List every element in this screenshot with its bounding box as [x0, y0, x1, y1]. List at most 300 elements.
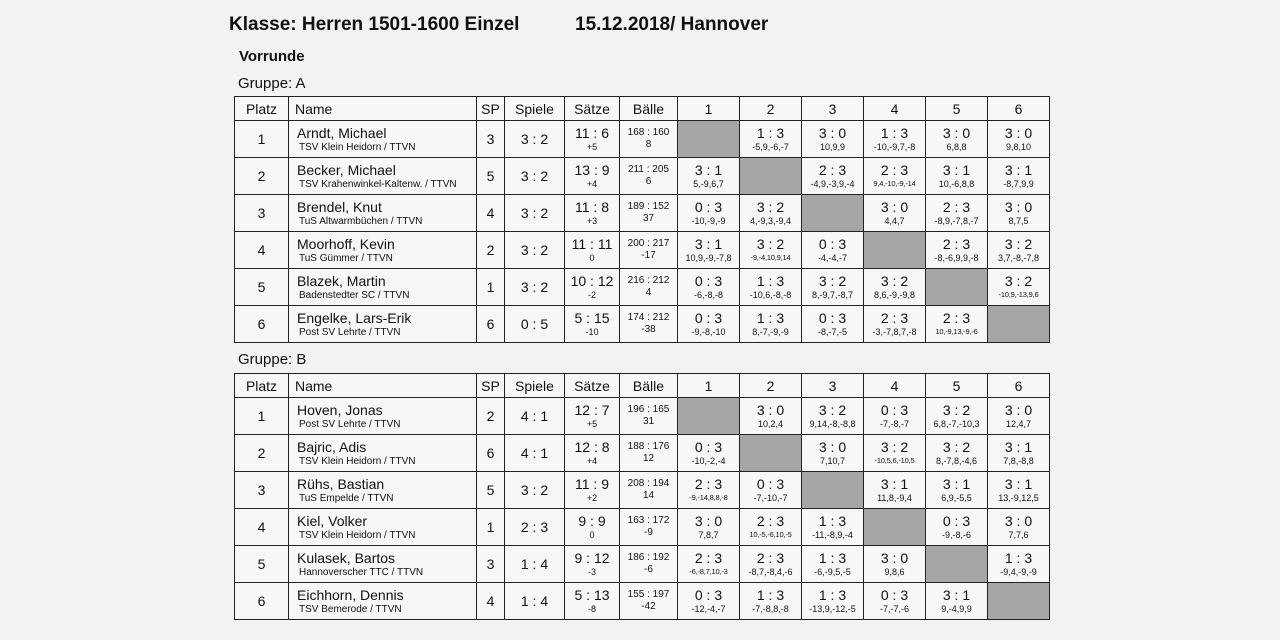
match-score: 3 : 1	[694, 162, 723, 178]
match-sets-detail: 5,-9,6,7	[693, 179, 724, 189]
match-score: 2 : 3	[880, 310, 909, 326]
balls-cell	[620, 583, 678, 620]
match-sets-detail: 9,8,6	[884, 567, 905, 577]
games-value: 3 : 2	[520, 279, 549, 295]
place: 4	[257, 242, 266, 258]
player-row	[235, 435, 1050, 472]
player-row	[235, 398, 1050, 435]
match-score: 3 : 2	[818, 402, 847, 418]
player-club: TuS Altwarmbüchen / TTVN	[299, 215, 423, 227]
games-cell	[505, 398, 565, 435]
games-cell	[505, 158, 565, 195]
match-sets-detail: 8,-7,-9,-9	[752, 327, 789, 337]
sets-cell	[565, 583, 620, 620]
player-club: Badenstedter SC / TTVN	[299, 289, 410, 301]
match-score: 1 : 3	[1004, 550, 1033, 566]
match-result-cell	[740, 398, 802, 435]
header-row	[235, 97, 1050, 121]
games-value: 1 : 4	[520, 593, 549, 609]
sets-cell	[565, 398, 620, 435]
balls-value: 155 : 197	[627, 589, 670, 600]
balls-cell	[620, 269, 678, 306]
balls-value: 211 : 205	[628, 164, 669, 175]
match-result-cell	[864, 158, 926, 195]
player-club: TuS Empelde / TTVN	[299, 492, 394, 504]
player-cell	[289, 509, 477, 546]
match-result-cell	[678, 269, 740, 306]
column-header: 3	[802, 97, 864, 121]
sets-value: 11 : 11	[571, 236, 613, 252]
match-sets-detail: -10,-9,-9	[691, 216, 726, 226]
match-score: 0 : 3	[694, 439, 723, 455]
sets-value: 9 : 9	[578, 513, 606, 529]
match-score: 3 : 0	[756, 402, 785, 418]
sets-value: 10 : 12	[570, 273, 614, 289]
match-sets-detail: -6,-9,5,-5	[814, 567, 851, 577]
self-match-cell	[740, 158, 802, 195]
match-result-cell	[678, 306, 740, 343]
match-result-cell	[988, 398, 1050, 435]
date-place: 15.12.2018/ Hannover	[575, 14, 769, 35]
sp-value: 6	[486, 316, 495, 332]
column-header: SP	[477, 97, 505, 121]
sets-diff: +2	[586, 493, 598, 503]
match-sets-detail: -8,9,-7,8,-7	[934, 216, 979, 226]
sets-value: 12 : 7	[574, 402, 610, 418]
games-value: 3 : 2	[520, 168, 549, 184]
sp-cell	[477, 269, 505, 306]
player-cell	[289, 269, 477, 306]
balls-value: 189 : 152	[627, 201, 670, 212]
place: 6	[257, 593, 266, 609]
games-cell	[505, 269, 565, 306]
match-result-cell	[678, 546, 740, 583]
balls-value: 174 : 212	[627, 312, 670, 323]
match-result-cell	[988, 435, 1050, 472]
balls-cell	[620, 472, 678, 509]
column-header: Name	[289, 97, 477, 121]
match-sets-detail: -6,-8,-8	[693, 290, 723, 300]
games-cell	[505, 435, 565, 472]
match-result-cell	[926, 195, 988, 232]
match-score: 0 : 3	[880, 587, 909, 603]
match-result-cell	[740, 195, 802, 232]
balls-diff: 4	[645, 287, 652, 298]
match-sets-detail: -9,4,-9,-9	[1000, 567, 1037, 577]
column-header: SP	[477, 374, 505, 398]
player-cell	[289, 472, 477, 509]
self-match-cell	[678, 398, 740, 435]
match-result-cell	[802, 435, 864, 472]
match-score: 3 : 1	[880, 476, 909, 492]
match-score: 0 : 3	[818, 236, 847, 252]
match-sets-detail: 6,9,-5,5	[941, 493, 972, 503]
match-result-cell	[740, 509, 802, 546]
column-header: 6	[988, 374, 1050, 398]
place-cell	[235, 306, 289, 343]
match-score: 3 : 0	[1004, 402, 1033, 418]
balls-cell	[620, 121, 678, 158]
player-club: TSV Klein Heidorn / TTVN	[299, 529, 416, 541]
match-score: 3 : 0	[818, 125, 847, 141]
match-result-cell	[678, 583, 740, 620]
sets-diff: +3	[586, 216, 598, 226]
self-match-cell	[802, 195, 864, 232]
match-sets-detail: -9,-8,-10	[691, 327, 726, 337]
match-sets-detail: 9,14,-8,-8,8	[809, 419, 856, 429]
match-result-cell	[864, 269, 926, 306]
sp-value: 3	[486, 131, 495, 147]
match-score: 0 : 3	[694, 310, 723, 326]
balls-cell	[620, 195, 678, 232]
sets-value: 5 : 13	[574, 587, 610, 603]
match-sets-detail: -3,-7,8,7,-8	[872, 327, 917, 337]
match-sets-detail: -4,-4,-7	[817, 253, 847, 263]
page-title	[229, 14, 769, 36]
sp-cell	[477, 398, 505, 435]
balls-value: 186 : 192	[627, 552, 670, 563]
games-value: 0 : 5	[520, 316, 549, 332]
match-result-cell	[678, 472, 740, 509]
balls-cell	[620, 306, 678, 343]
player-cell	[289, 306, 477, 343]
match-sets-detail: 7,7,6	[1008, 530, 1029, 540]
match-result-cell	[988, 158, 1050, 195]
match-sets-detail: -8,7,-8,4,-6	[748, 567, 793, 577]
match-result-cell	[864, 583, 926, 620]
match-score: 2 : 3	[756, 550, 785, 566]
match-result-cell	[802, 583, 864, 620]
match-score: 1 : 3	[756, 310, 785, 326]
sp-value: 4	[486, 593, 495, 609]
player-cell	[289, 583, 477, 620]
match-score: 0 : 3	[818, 310, 847, 326]
player-cell	[289, 121, 477, 158]
player-cell	[289, 195, 477, 232]
match-result-cell	[926, 121, 988, 158]
group-a-label: Gruppe: A	[238, 75, 306, 92]
match-result-cell	[740, 232, 802, 269]
sets-diff: +4	[586, 456, 598, 466]
match-sets-detail: 12,4,7	[1005, 419, 1032, 429]
player-name: Moorhoff, Kevin	[297, 235, 395, 252]
sets-value: 9 : 12	[574, 550, 610, 566]
player-club: TSV Krahenwinkel-Kaltenw. / TTVN	[299, 178, 457, 190]
match-score: 1 : 3	[880, 125, 909, 141]
balls-value: 216 : 212	[627, 275, 670, 286]
column-header: 1	[678, 97, 740, 121]
place: 5	[257, 279, 266, 295]
balls-diff: 12	[642, 453, 655, 464]
match-score: 3 : 2	[756, 236, 785, 252]
match-result-cell	[740, 121, 802, 158]
match-result-cell	[988, 121, 1050, 158]
games-cell	[505, 583, 565, 620]
match-sets-detail: -12,-4,-7	[691, 604, 726, 614]
match-score: 1 : 3	[818, 513, 847, 529]
place-cell	[235, 509, 289, 546]
match-result-cell	[802, 121, 864, 158]
player-name: Blazek, Martin	[297, 272, 386, 289]
match-result-cell	[678, 195, 740, 232]
games-cell	[505, 546, 565, 583]
player-row	[235, 509, 1050, 546]
match-result-cell	[988, 509, 1050, 546]
sp-value: 2	[486, 242, 495, 258]
group-b-table	[234, 373, 1050, 620]
match-score: 3 : 0	[1004, 513, 1033, 529]
place-cell	[235, 583, 289, 620]
column-header: 5	[926, 97, 988, 121]
match-sets-detail: 6,8,8	[946, 142, 967, 152]
player-cell	[289, 546, 477, 583]
match-score: 2 : 3	[880, 162, 909, 178]
match-score: 0 : 3	[756, 476, 785, 492]
column-header: 2	[740, 374, 802, 398]
match-sets-detail: -8,-7,-5	[817, 327, 847, 337]
match-sets-detail: -5,9,-6,-7	[752, 142, 789, 152]
match-sets-detail: -10,6,-8,-8	[749, 290, 792, 300]
match-sets-detail: 10,2,4	[757, 419, 784, 429]
games-cell	[505, 232, 565, 269]
match-score: 3 : 2	[942, 402, 971, 418]
match-sets-detail: 10,-6,8,8	[938, 179, 975, 189]
sets-cell	[565, 158, 620, 195]
match-result-cell	[926, 232, 988, 269]
match-sets-detail: 7,8,-8,8	[1003, 456, 1034, 466]
place: 5	[257, 556, 266, 572]
match-score: 0 : 3	[880, 402, 909, 418]
player-row	[235, 546, 1050, 583]
column-header: 1	[678, 374, 740, 398]
sp-cell	[477, 435, 505, 472]
match-score: 0 : 3	[942, 513, 971, 529]
match-score: 3 : 0	[694, 513, 723, 529]
sp-value: 1	[486, 519, 495, 535]
match-result-cell	[740, 546, 802, 583]
sp-cell	[477, 509, 505, 546]
sp-cell	[477, 232, 505, 269]
sets-value: 11 : 9	[575, 476, 609, 492]
balls-cell	[620, 398, 678, 435]
match-result-cell	[926, 398, 988, 435]
match-sets-detail: 3,7,-8,-7,8	[997, 253, 1040, 263]
match-sets-detail: -11,-8,9,-4	[812, 530, 853, 540]
match-score: 3 : 1	[942, 587, 971, 603]
sp-cell	[477, 546, 505, 583]
self-match-cell	[988, 306, 1050, 343]
match-result-cell	[864, 195, 926, 232]
match-sets-detail: 4,-9,3,-9,4	[749, 216, 792, 226]
column-header: Platz	[235, 97, 289, 121]
sets-value: 11 : 6	[575, 125, 609, 141]
column-header: 3	[802, 374, 864, 398]
match-sets-detail: 13,-9,12,5	[998, 493, 1039, 503]
column-header: Platz	[235, 374, 289, 398]
sp-cell	[477, 306, 505, 343]
match-score: 3 : 2	[880, 273, 909, 289]
player-cell	[289, 232, 477, 269]
round-label: Vorrunde	[239, 48, 305, 65]
sets-value: 5 : 15	[574, 310, 610, 326]
match-result-cell	[864, 472, 926, 509]
group-b-label: Gruppe: B	[238, 351, 307, 368]
sets-diff: -8	[587, 604, 596, 614]
match-result-cell	[740, 583, 802, 620]
match-score: 1 : 3	[818, 550, 847, 566]
sets-diff: +5	[586, 419, 598, 429]
sets-diff: +5	[586, 142, 598, 152]
balls-diff: -42	[641, 601, 656, 612]
match-sets-detail: 9,4,-10,-9,-14	[873, 179, 916, 188]
player-club: TuS Gümmer / TTVN	[299, 252, 393, 264]
match-sets-detail: -6,-8,7,10,-3	[689, 567, 728, 576]
sp-value: 5	[486, 168, 495, 184]
balls-diff: -6	[644, 564, 653, 575]
match-score: 3 : 2	[818, 273, 847, 289]
match-score: 3 : 0	[880, 550, 909, 566]
sets-diff: -3	[587, 567, 596, 577]
sets-cell	[565, 509, 620, 546]
sets-cell	[565, 306, 620, 343]
sp-cell	[477, 583, 505, 620]
games-value: 3 : 2	[520, 205, 549, 221]
match-sets-detail: 10,9,9	[819, 142, 846, 152]
sets-value: 13 : 9	[574, 162, 610, 178]
balls-diff: 37	[642, 213, 655, 224]
match-result-cell	[988, 546, 1050, 583]
match-score: 2 : 3	[942, 310, 971, 326]
match-score: 2 : 3	[942, 236, 971, 252]
match-sets-detail: 7,8,7	[698, 530, 719, 540]
match-sets-detail: -10,5,6,-10,5	[874, 456, 915, 465]
place: 1	[257, 408, 266, 424]
sp-cell	[477, 121, 505, 158]
match-sets-detail: -9,-8,-6	[941, 530, 971, 540]
player-name: Arndt, Michael	[297, 124, 387, 141]
player-row	[235, 306, 1050, 343]
match-result-cell	[802, 232, 864, 269]
player-name: Bajric, Adis	[297, 438, 367, 455]
games-cell	[505, 195, 565, 232]
match-sets-detail: -13,9,-12,-5	[809, 604, 856, 614]
place-cell	[235, 195, 289, 232]
match-score: 0 : 3	[694, 199, 723, 215]
match-score: 2 : 3	[818, 162, 847, 178]
column-header: 4	[864, 374, 926, 398]
match-sets-detail: -7,-7,-6	[879, 604, 909, 614]
place-cell	[235, 121, 289, 158]
match-score: 3 : 2	[880, 439, 909, 455]
match-sets-detail: -7,-10,-7	[753, 493, 788, 503]
player-club: TSV Bemerode / TTVN	[299, 603, 402, 615]
match-score: 2 : 3	[756, 513, 785, 529]
match-result-cell	[802, 509, 864, 546]
sets-cell	[565, 546, 620, 583]
sets-diff: +4	[586, 179, 598, 189]
player-name: Engelke, Lars-Erik	[297, 309, 412, 326]
player-name: Becker, Michael	[297, 161, 396, 178]
match-sets-detail: -7,-8,8,-8	[752, 604, 789, 614]
place: 6	[257, 316, 266, 332]
match-score: 3 : 1	[694, 236, 723, 252]
balls-cell	[620, 435, 678, 472]
sets-diff: 0	[589, 253, 595, 263]
balls-diff: -38	[641, 324, 656, 335]
match-score: 2 : 3	[942, 199, 971, 215]
match-sets-detail: 9,-4,9,9	[941, 604, 972, 614]
self-match-cell	[926, 546, 988, 583]
column-header: Name	[289, 374, 477, 398]
place-cell	[235, 435, 289, 472]
column-header: Sätze	[565, 97, 620, 121]
place: 3	[257, 205, 266, 221]
column-header: 5	[926, 374, 988, 398]
match-sets-detail: 8,6,-9,-9,8	[873, 290, 916, 300]
sets-value: 11 : 8	[575, 199, 609, 215]
sp-value: 5	[486, 482, 495, 498]
place-cell	[235, 546, 289, 583]
player-cell	[289, 158, 477, 195]
player-club: TSV Klein Heidorn / TTVN	[299, 455, 416, 467]
sets-cell	[565, 121, 620, 158]
match-result-cell	[926, 158, 988, 195]
match-result-cell	[740, 472, 802, 509]
balls-diff: -17	[641, 250, 656, 261]
match-result-cell	[864, 435, 926, 472]
player-name: Brendel, Knut	[297, 198, 382, 215]
sets-cell	[565, 472, 620, 509]
balls-value: 188 : 176	[627, 441, 670, 452]
match-result-cell	[926, 306, 988, 343]
match-score: 2 : 3	[694, 550, 723, 566]
games-value: 1 : 4	[520, 556, 549, 572]
match-score: 0 : 3	[694, 587, 723, 603]
match-result-cell	[678, 232, 740, 269]
player-club: Post SV Lehrte / TTVN	[299, 418, 401, 430]
games-cell	[505, 472, 565, 509]
games-cell	[505, 121, 565, 158]
place-cell	[235, 472, 289, 509]
self-match-cell	[802, 472, 864, 509]
match-sets-detail: 8,-7,8,-4,6	[935, 456, 978, 466]
sets-cell	[565, 435, 620, 472]
match-result-cell	[926, 435, 988, 472]
games-value: 3 : 2	[520, 482, 549, 498]
sp-cell	[477, 158, 505, 195]
match-sets-detail: 8,7,5	[1008, 216, 1029, 226]
match-result-cell	[864, 398, 926, 435]
sets-diff: 0	[589, 530, 595, 540]
sp-cell	[477, 472, 505, 509]
player-name: Kiel, Volker	[297, 512, 368, 529]
match-score: 3 : 1	[942, 476, 971, 492]
place: 2	[257, 445, 266, 461]
match-score: 3 : 0	[818, 439, 847, 455]
player-club: TSV Klein Heidorn / TTVN	[299, 141, 416, 153]
balls-cell	[620, 158, 678, 195]
games-cell	[505, 306, 565, 343]
place: 1	[257, 131, 266, 147]
match-score: 0 : 3	[694, 273, 723, 289]
match-sets-detail: 10,-9,13,-9,-6	[935, 327, 978, 336]
match-result-cell	[678, 435, 740, 472]
place: 4	[257, 519, 266, 535]
self-match-cell	[988, 583, 1050, 620]
class-title: Klasse: Herren 1501-1600 Einzel	[229, 14, 520, 35]
balls-value: 208 : 194	[627, 478, 670, 489]
match-result-cell	[988, 232, 1050, 269]
